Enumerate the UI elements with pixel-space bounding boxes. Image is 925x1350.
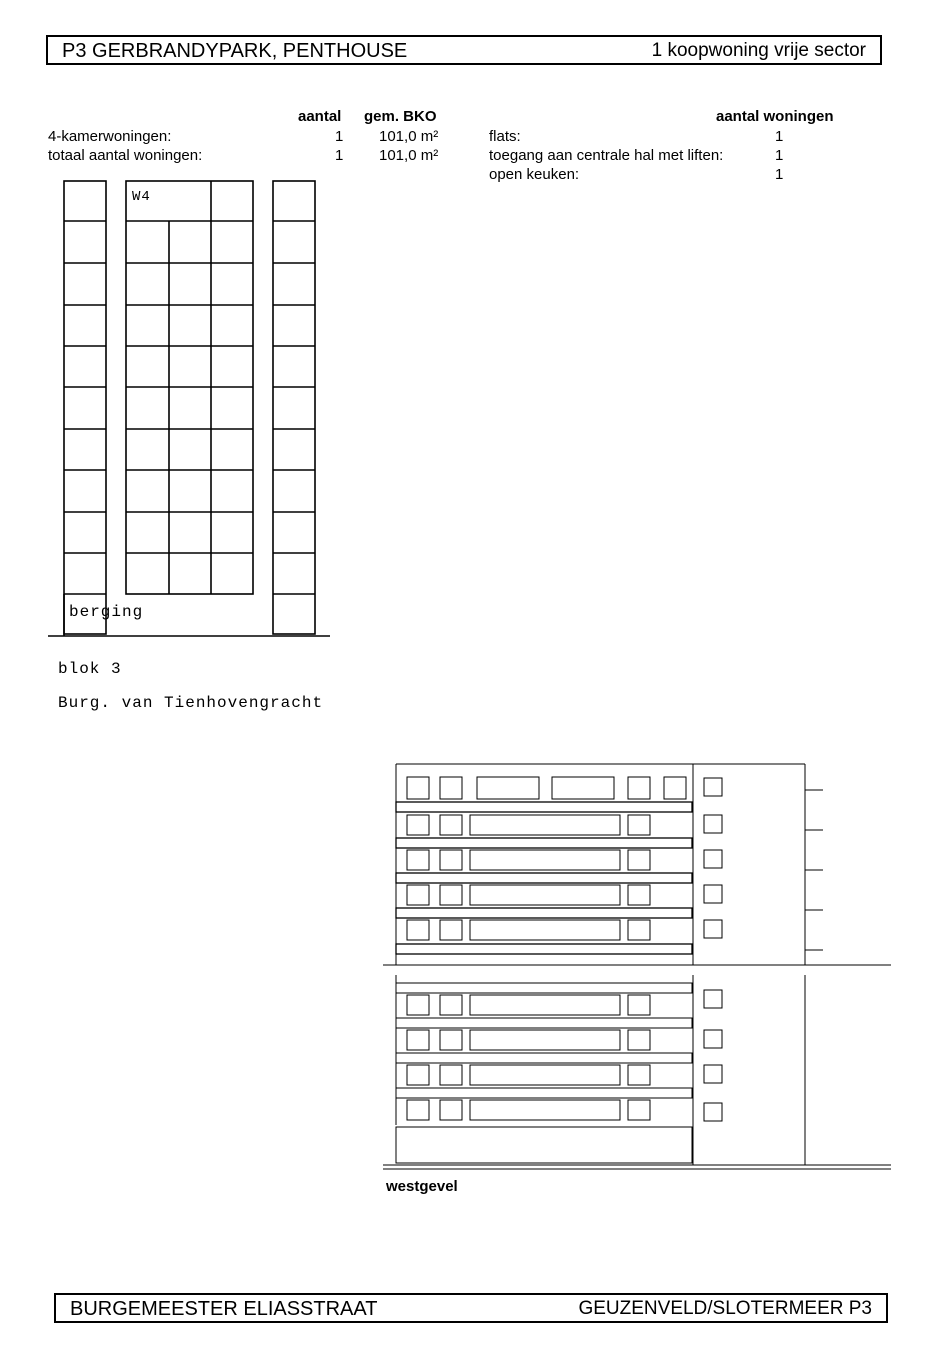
- row-label: 4-kamerwoningen:: [48, 128, 172, 145]
- feature-label: flats:: [489, 128, 521, 145]
- feature-value: 1: [775, 166, 784, 183]
- footer-district: GEUZENVELD/SLOTERMEER P3: [578, 1298, 872, 1319]
- feature-label: toegang aan centrale hal met liften:: [489, 147, 724, 164]
- housing-category: 1 koopwoning vrije sector: [651, 40, 866, 61]
- row-bko: 101,0 m²: [379, 128, 439, 145]
- unit-label: W4: [132, 189, 151, 205]
- street-label: Burg. van Tienhovengracht: [58, 694, 324, 712]
- floor-plan: [40, 175, 340, 645]
- col-aantal-header: aantal: [298, 108, 342, 125]
- feature-label: open keuken:: [489, 166, 580, 183]
- feature-value: 1: [775, 147, 784, 164]
- feature-value: 1: [775, 128, 784, 145]
- storage-label: berging: [69, 603, 144, 621]
- footer-street: BURGEMEESTER ELIASSTRAAT: [70, 1298, 378, 1320]
- col-bko-header: gem. BKO: [364, 108, 437, 125]
- row-aantal: 1: [335, 147, 344, 164]
- elevation-drawing: [383, 760, 893, 975]
- footer-bar: [54, 1293, 888, 1323]
- elevation-lower: [383, 975, 893, 1170]
- page-title: P3 GERBRANDYPARK, PENTHOUSE: [62, 40, 408, 62]
- block-label: blok 3: [58, 660, 122, 678]
- row-aantal: 1: [335, 128, 344, 145]
- header-bar: [46, 35, 882, 65]
- row-label: totaal aantal woningen:: [48, 147, 203, 164]
- elevation-caption: westgevel: [386, 1178, 458, 1195]
- col-woningen-header: aantal woningen: [716, 108, 834, 125]
- row-bko: 101,0 m²: [379, 147, 439, 164]
